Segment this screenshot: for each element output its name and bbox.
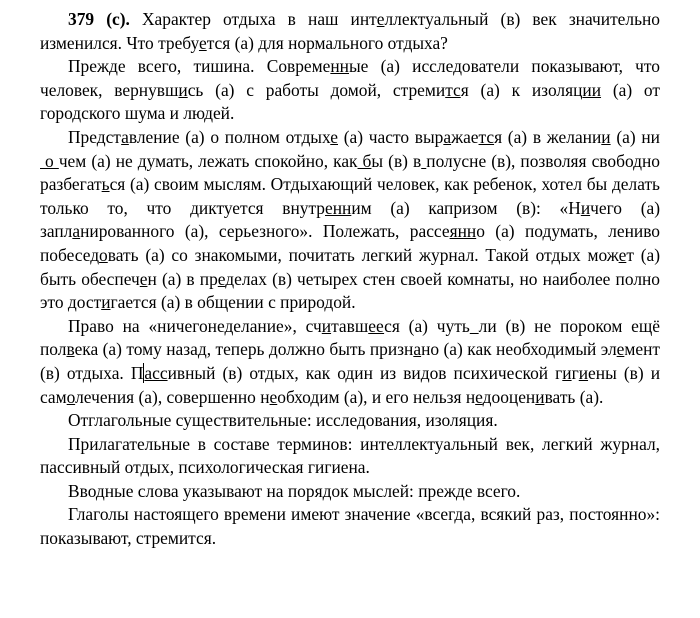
paragraph-3 [40,126,660,315]
p4-seg-l: лечения (а), совершенно н [75,386,270,407]
orthogram-i: и [601,126,611,147]
orthogram-yann: янн [449,221,477,242]
p3-seg-h: чем (а) не думать, лежать спокойно, как [58,150,358,171]
p3-seg-o: нированного (а), серьезного». Полежать, рассе [80,221,450,242]
p4-pre-u12: е [475,386,483,407]
orthogram-e: е [618,244,627,265]
p4-seg-o: вать (а). [544,386,604,407]
p4-u12: д [482,386,492,407]
p4-seg-j: г [571,362,579,383]
orthogram-i: и [321,315,332,336]
p4-seg-f: но (а) как необхо [421,339,547,360]
p3-seg-n: чего (а) запл [40,197,661,242]
paragraph-6-adjectives-in-terms: Прилагательные в составе терминов: интеллектуальный век, легкий журнал, пассивный отдых, психологическая гигиена. [40,433,660,478]
orthogram-chut-li [470,316,479,336]
orthogram-i: и [101,292,111,313]
orthogram-e: е [616,339,625,360]
p3-seg-c: (а) часто выр [338,126,444,147]
orthogram-ts: тс [445,79,461,100]
p3-seg-k: ся (а) своим мыслям. Отдыхающий человек, как ребенок, хотел бы делать только то, что диктуется внутр [40,174,660,218]
p4-seg-a: Право на «ничегонеделание», сч [68,315,322,336]
p1-seg-b: ллектуальный (в) век значительно изменился. Что требу [40,9,660,53]
p4-seg-g: димый эл [546,339,617,360]
p2-seg-a: Прежде всего, тишина. Совреме [68,56,331,77]
orthogram-i: и [580,197,591,218]
orthogram-v: в [66,339,75,360]
p4-seg-b: тавш [331,315,369,336]
orthogram-o: о [99,244,108,265]
p3-seg-p: о (а) подумать, лениво побесед [40,221,660,265]
p3-seg-m: призом (в): «Н [444,197,581,218]
p3-seg-d: жае [451,126,479,147]
orthogram-e: е [269,386,278,407]
p3-seg-g: (а) ни [610,126,660,147]
paragraph-5-verbal-nouns: Отглагольные существительные: исследования, изоляция. [68,410,498,431]
orthogram-i: и [562,362,572,383]
orthogram-e: е [330,126,338,147]
p3-seg-l: им (а) ка [351,197,445,218]
p3-seg-i: ы (в) в [371,150,422,171]
p4-seg-h: мент (в) отдыха. П [40,339,660,383]
orthogram-kak-by: б [357,150,372,171]
p1-seg-a: Характер отдыха в наш инт [141,9,377,29]
orthogram-e: е [139,268,148,289]
exercise-number: 379 (с). [68,9,130,29]
orthogram-nn: нн [330,56,349,77]
orthogram-ts: тс [478,126,495,147]
p3-seg-j: полусне (в), позволяя свободно разбегат [40,150,660,195]
p4-seg-n: ооцен [491,386,536,407]
p3-seg-t: делах (в) четырех стен своей комнаты, но наиболее полно это дост [40,268,661,313]
paragraph-2 [40,55,660,126]
orthogram-ee: ее [368,315,385,336]
paragraph-4 [40,315,660,409]
orthogram-a: а [413,339,422,360]
p2-seg-b: ые (а) исследователи показывают, что человек, вернувш [40,56,660,100]
orthogram-soft-sign: ь [101,174,110,195]
p3-seg-v: щении с природой. [214,292,356,313]
orthogram-e: е [217,268,226,289]
p3-seg-f: ни [582,126,602,147]
p2-seg-e: (а) от городского шума и людей. [40,79,660,124]
orthogram-separate-o: о [40,150,59,171]
p2-seg-d: я (а) к изоляц [460,79,583,100]
p2-seg-c: сь (а) с работы домой, стреми [187,79,446,100]
p3-seg-u: гается (а) в об [110,292,215,313]
orthogram-i: и [578,362,589,383]
p3-seg-e: я (а) в жела [494,126,583,147]
p4-seg-c: ся (а) чуть [384,315,470,336]
paragraph-8-present-tense-verbs: Глаголы настоящего времени имеют значение «всегда, всякий раз, постоянно»: показывают, стремится. [40,504,660,549]
p3-seg-a: Предст [68,126,122,147]
orthogram-e: е [198,32,207,53]
orthogram-ii: ии [582,79,602,100]
orthogram-a: а [121,126,129,147]
p3-seg-b: вление (а) о полном отдых [128,126,331,147]
orthogram-e: е [376,9,385,29]
p3-seg-q: вать (а) со знакомыми, почитать легкий журнал. Такой отдых мож [107,244,619,265]
orthogram-a: а [443,126,452,147]
p4-seg-m: обходим (а), и его нельзя н [277,386,476,407]
p4-seg-i: ивный (в) отдых, как один из видов психической г [167,362,563,383]
document-body [40,8,660,551]
p4-seg-k: ены (в) и сам [40,362,660,407]
orthogram-i: и [178,79,188,100]
orthogram-a: а [72,221,81,242]
orthogram-ass: асс [144,362,168,383]
orthogram-o: о [66,386,76,407]
p4-seg-e: ека (а) тому назад, теперь должно быть призн [74,339,414,360]
p4-seg-d: ли (в) не пороком ещё пол [40,315,661,360]
paragraph-1 [40,8,660,55]
p1-seg-c: тся (а) для нормального отдыха? [206,32,448,53]
p3-seg-s: н (а) в пр [147,268,218,289]
p3-seg-r: т (а) быть обеспеч [40,244,661,289]
orthogram-i: и [535,386,545,407]
paragraph-7-introductory-words: Вводные слова указывают на порядок мыслей: прежде всего. [68,480,521,501]
orthogram-enn: енн [324,197,352,218]
orthogram-ed [475,387,491,407]
